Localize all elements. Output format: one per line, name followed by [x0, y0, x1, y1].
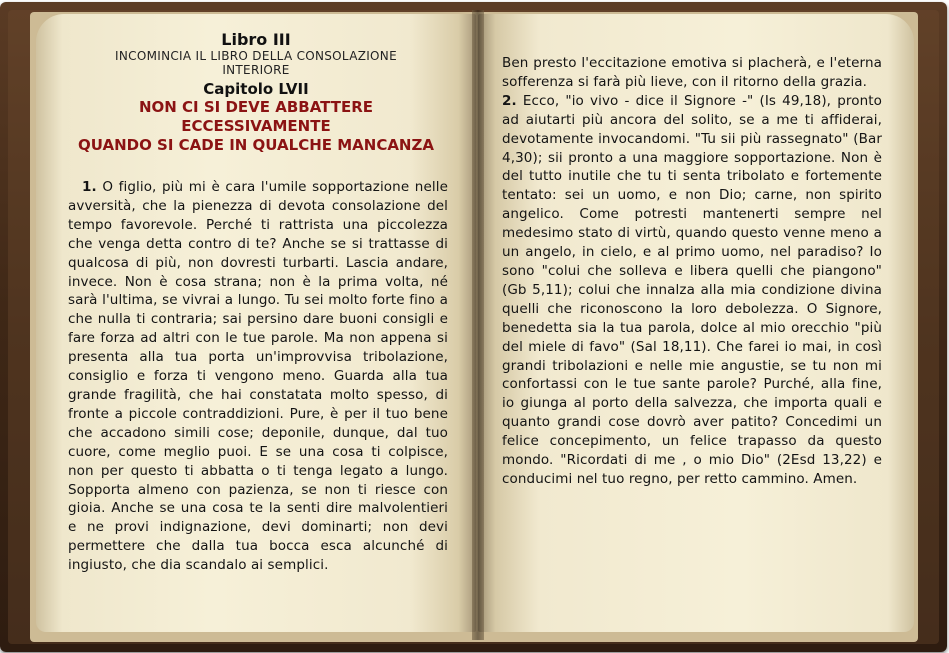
chapter-number: Capitolo LVII	[203, 80, 309, 98]
paragraph-2	[502, 92, 882, 489]
book-spine-gutter	[472, 10, 484, 640]
chapter-title-line-2: ECCESSIVAMENTE	[181, 117, 331, 135]
book-label: Libro III	[221, 30, 291, 49]
continued-paragraph: Ben presto l'eccitazione emotiva si placherà, e l'eterna sofferenza si farà più lieve, con il ritorno della grazia.	[502, 55, 882, 90]
chapter-title-line-1: NON CI SI DEVE ABBATTERE	[138, 98, 374, 116]
incipit-line-2: INTERIORE	[222, 63, 290, 77]
paragraph-1-text: O figlio, più mi è cara l'umile sopportazione nelle avversità, che la pienezza di devota consolazione del tempo favorevole. Perché ti rattrista una piccolezza che venga detta contro di te? Anche se si trattasse di qualcosa di più, non dovresti turbarti. Lascia andare, invece. Non è cosa strana; non è la prima volta, né sarà l'ultima, se vivrai a lungo. Tu sei molto forte fino a che nulla ti contraria; sai persino dare buoni consigli e fare forza ad altri con le tue parole. Ma non appena si presenta alla tua porta un'improvvisa tribolazione, consiglio e forza ti vengono meno. Guarda alla tua grande fragilità, che hai constatata molto spesso, di fronte a piccole contraddizioni. Pure, è per il tuo bene che accadono simili cose; deponile, dunque, dal tuo cuore, come meglio puoi. E se una cosa ti colpisce, non per questo ti abbatta o ti tenga legato a lungo. Sopporta almeno con pazienza, se non ti riesce con gioia. Anche se una cosa te la senti dire malvolentieri e ne provi indignazione, devi dominarti; non devi permettere che dalla tua bocca esca alcunché di ingiusto, che dia scandalo ai semplici.	[68, 179, 448, 574]
paragraph-2-number: 2.	[502, 92, 517, 109]
incipit-line-1: INCOMINCIA IL LIBRO DELLA CONSOLAZIONE	[115, 49, 397, 63]
paragraph-1	[68, 178, 448, 575]
left-page	[36, 14, 476, 632]
right-page	[478, 14, 914, 632]
paragraph-1-number: 1.	[82, 179, 97, 195]
chapter-heading	[36, 30, 476, 155]
right-page-text	[502, 54, 882, 489]
paragraph-2-text: Ecco, "io vivo - dice il Signore -" (Is 49,18), pronto ad aiutarti più ancora del solito, se a me ti affiderai, devotamente invocandomi. "Tu sii più rassegnato" (Bar 4,30); sii pronto a una maggiore sopportazione. Non è del tutto inutile che tu ti senta tribolato e fortemente tentato: sei un uomo, e non Dio; carne, non spirito angelico. Come potresti mantenerti sempre nel medesimo stato di virtù, quando questo venne meno a un angelo, in cielo, e al primo uomo, nel paradiso? Io sono "colui che solleva e libera quelli che piangono" (Gb 5,11); colui che innalza alla mia condizione divina quelli che riconoscono la loro debolezza. O Signore, benedetta sia la tua parola, dolce al mio orecchio "più del miele di favo" (Sal 18,11). Che farei io mai, in così grandi tribolazioni e nelle mie angustie, se tu non mi confortassi con le tue sante parole? Purché, alla fine, io giunga al porto della salvezza, che importa quali e quanto grandi cose dovrò aver patito? Concedimi un felice concepimento, un felice trapasso da questo mondo. "Ricordati di me , o mio Dio" (2Esd 13,22) e conducimi nel tuo regno, per retto cammino. Amen.	[502, 92, 882, 487]
chapter-title-line-3: QUANDO SI CADE IN QUALCHE MANCANZA	[78, 136, 434, 154]
